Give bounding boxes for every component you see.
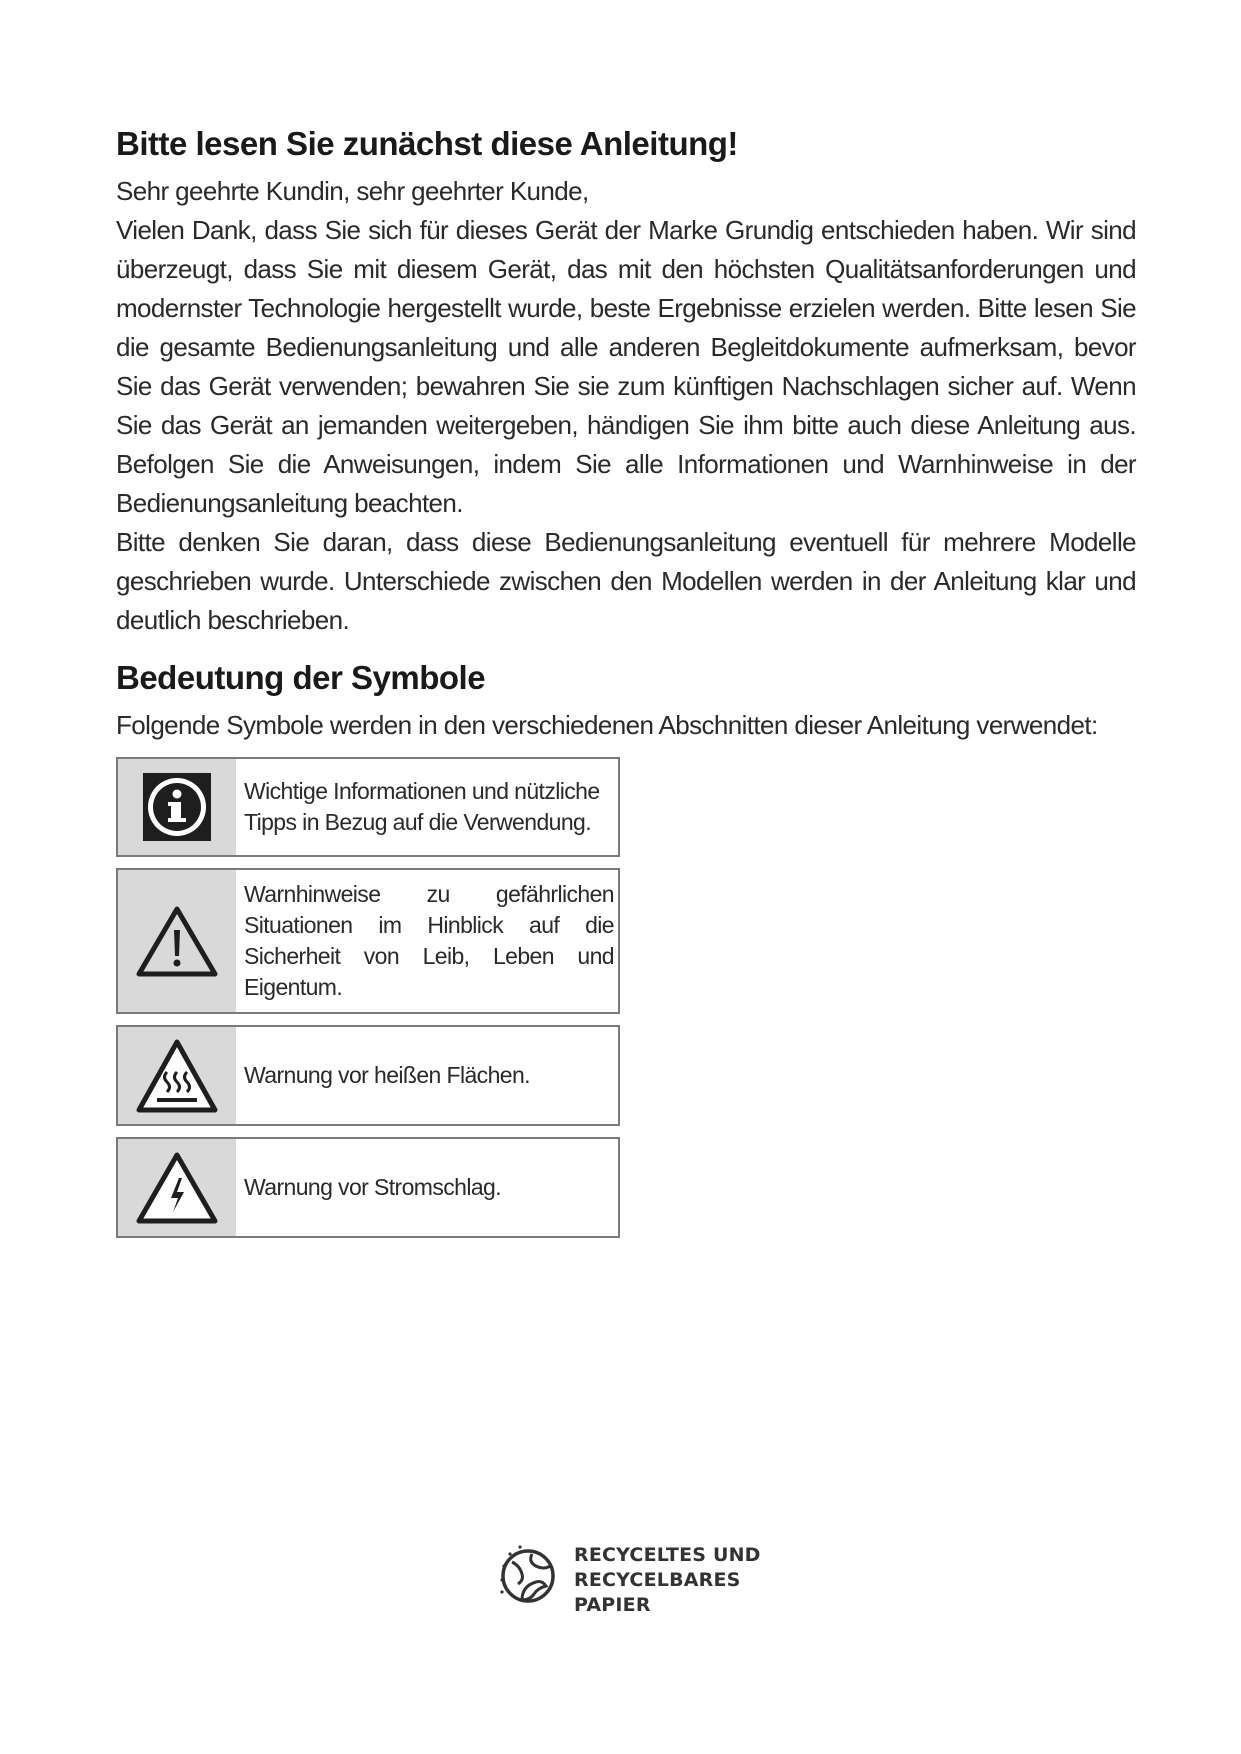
hot-surface-icon xyxy=(118,1027,236,1124)
symbols-table xyxy=(116,757,620,1238)
symbol-row-info xyxy=(116,757,620,857)
symbol-row-electric-shock xyxy=(116,1137,620,1238)
symbols-intro: Folgende Symbole werden in den verschiedenen Abschnitten dieser Anleitung verwendet: xyxy=(116,710,1098,740)
warning-icon xyxy=(118,870,236,1012)
intro-paragraph-1: Vielen Dank, dass Sie sich für dieses Gerät der Marke Grundig entschieden haben. Wir sind überzeugt, dass Sie mit diesem Gerät, das mit den höchsten Qualitätsanforderungen und modernster Technologie hergestellt wurde, beste Ergebnisse erzielen werden. Bitte lesen Sie die gesamte Bedienungsanleitung und alle anderen Begleitdokumente aufmerksam, bevor Sie das Gerät verwenden; bewahren Sie sie zum künftigen Nachschlagen sicher auf. Wenn Sie das Gerät an jemanden weitergeben, händigen Sie ihm bitte auch diese Anleitung aus. Befolgen Sie die Anweisungen, indem Sie alle Informationen und Warnhinweise in der Bedienungsanleitung beachten. xyxy=(116,215,1136,518)
symbols-heading: Bedeutung der Symbole xyxy=(116,659,486,696)
recycle-line-2: RECYCELBARES xyxy=(574,1569,741,1591)
recycle-line-1: RECYCELTES UND xyxy=(574,1544,761,1566)
symbol-row-warning xyxy=(116,868,620,1014)
symbol-warning-text: Warnhinweise zu gefährlichen Situationen im Hinblick auf die Sicherheit von Leib, Leben und Eigentum. xyxy=(244,881,614,1000)
intro-heading: Bitte lesen Sie zunächst diese Anleitung! xyxy=(116,125,738,162)
symbol-row-hot-surface xyxy=(116,1025,620,1126)
symbol-electric-shock-text: Warnung vor Stromschlag. xyxy=(244,1174,502,1200)
recycle-line-3: PAPIER xyxy=(574,1594,651,1616)
recycle-globe-icon xyxy=(492,1540,562,1621)
electric-shock-icon xyxy=(118,1139,236,1236)
manual-page xyxy=(116,120,1136,1249)
symbol-info-text: Wichtige Informationen und nützliche Tipps in Bezug auf die Verwendung. xyxy=(244,778,600,835)
recycled-paper-label xyxy=(492,1540,761,1621)
symbol-hot-surface-text: Warnung vor heißen Flächen. xyxy=(244,1062,530,1088)
info-icon xyxy=(118,759,236,855)
intro-paragraph-2: Bitte denken Sie daran, dass diese Bedienungsanleitung eventuell für mehrere Modelle geschrieben wurde. Unterschiede zwischen den Modellen werden in der Anleitung klar und deutlich beschrieben. xyxy=(116,527,1136,635)
salutation: Sehr geehrte Kundin, sehr geehrter Kunde, xyxy=(116,176,589,206)
